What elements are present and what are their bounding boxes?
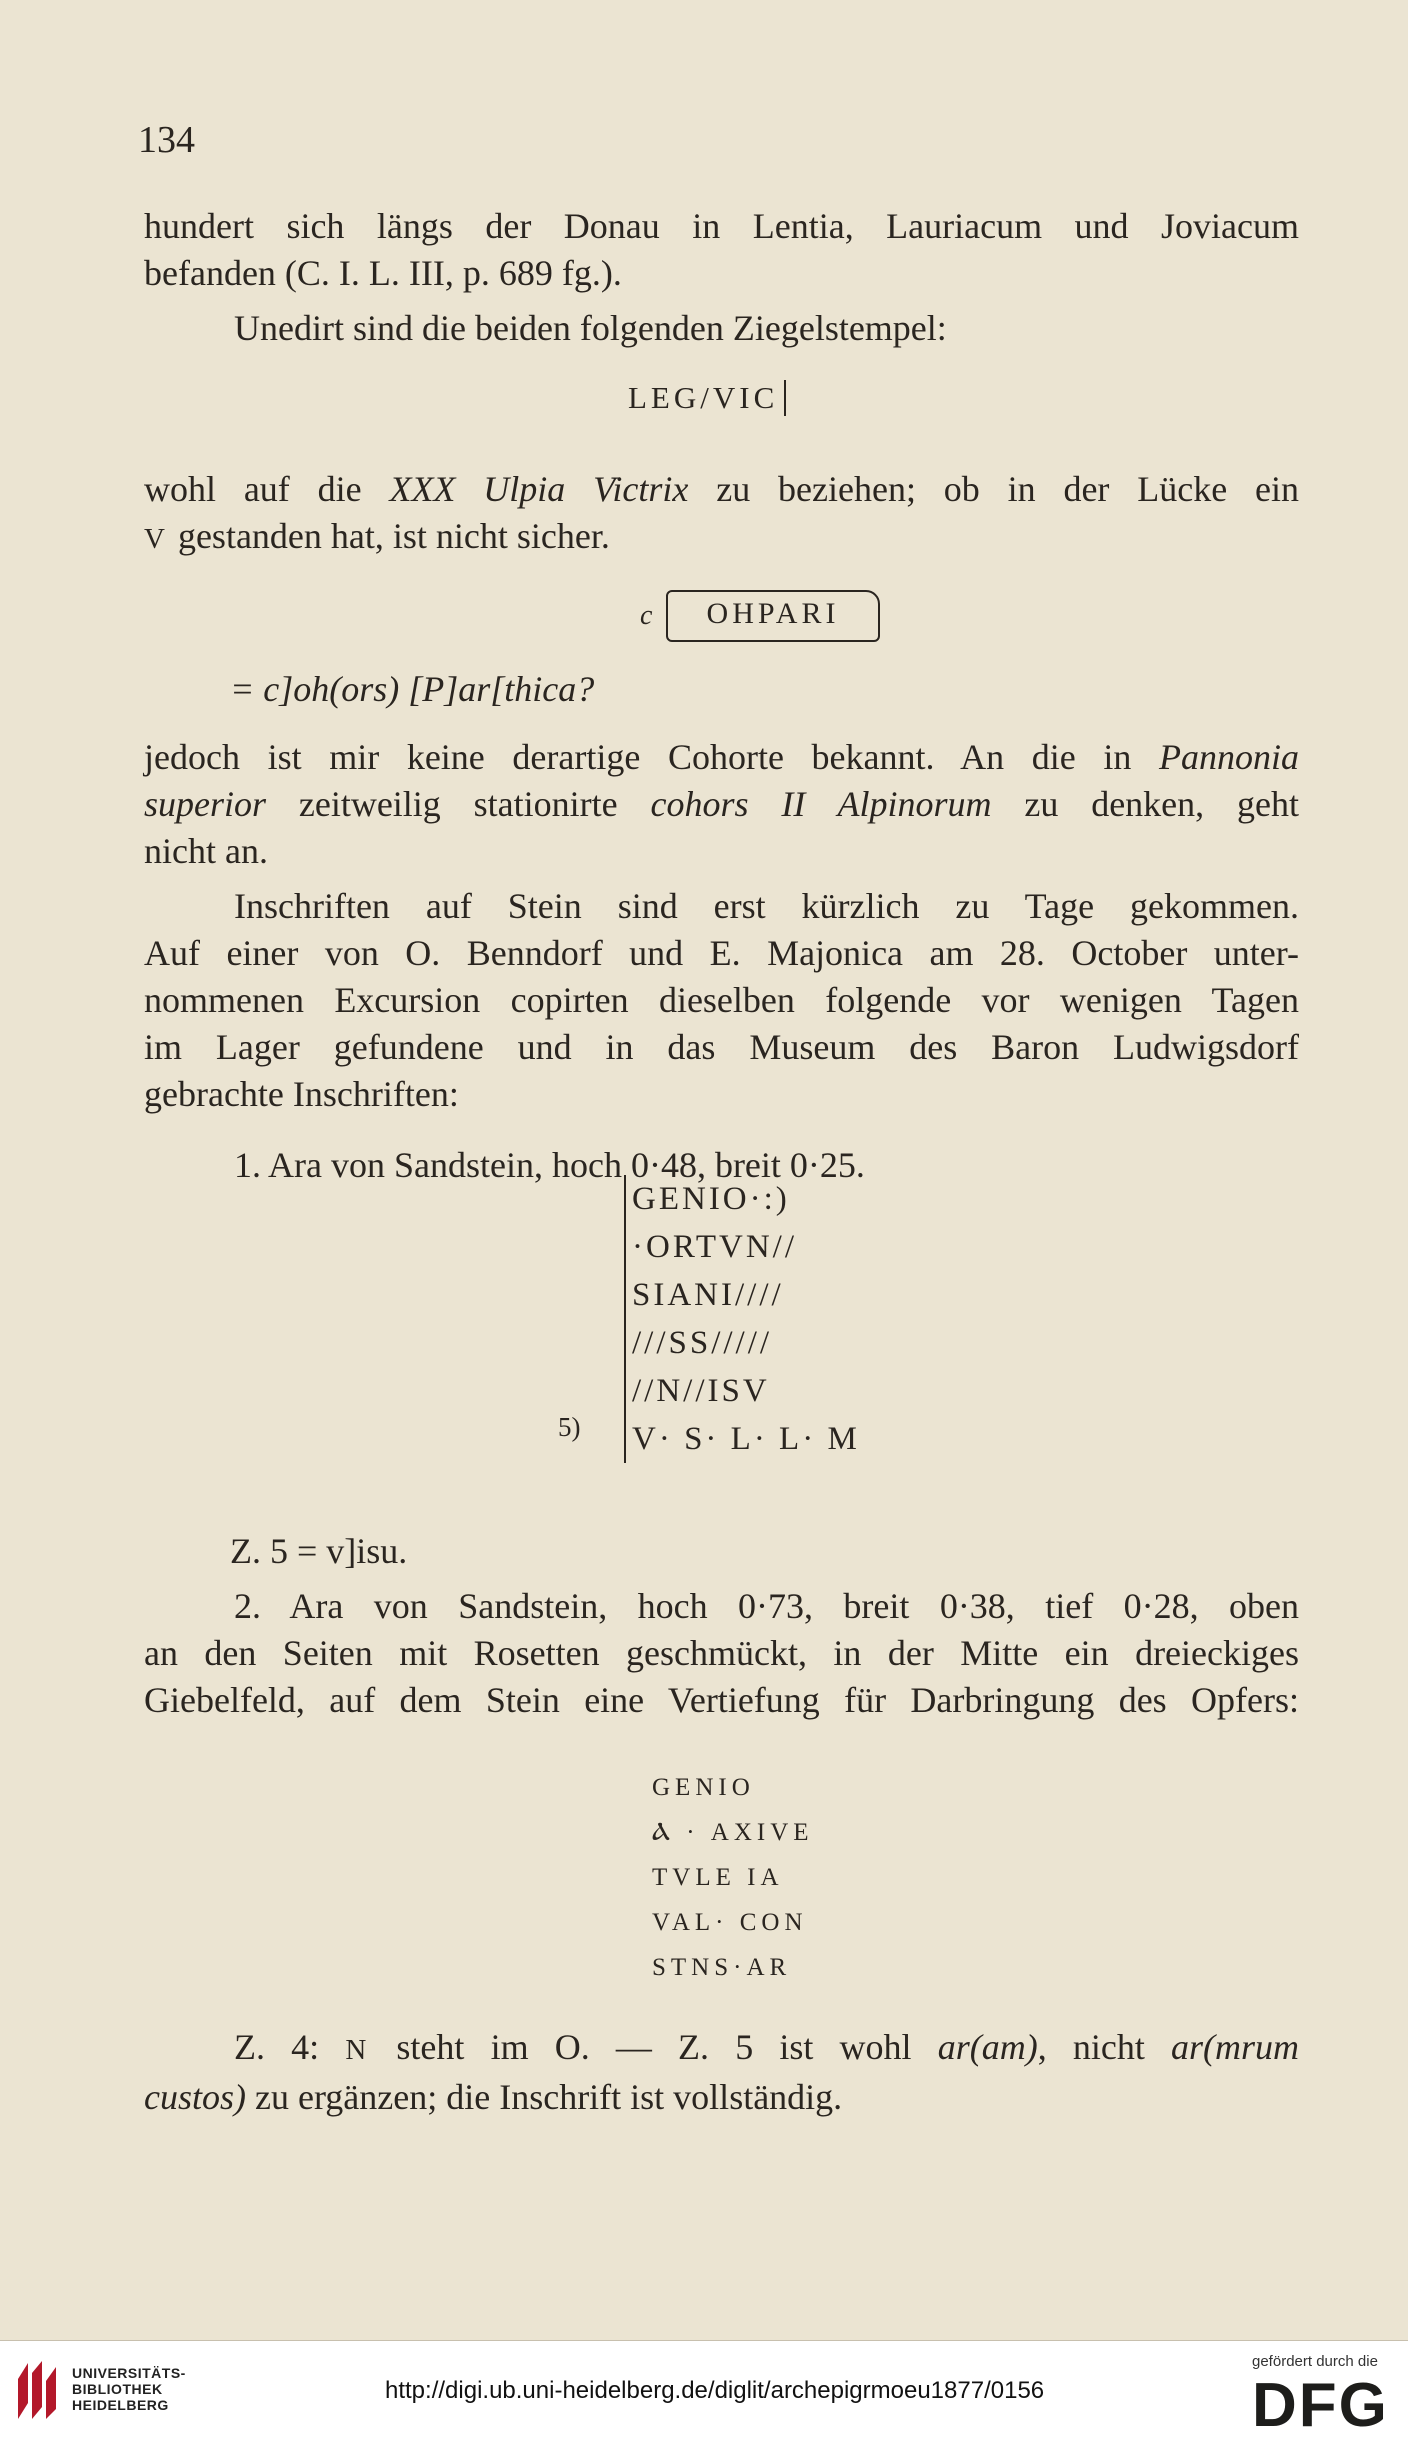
- inscription-line: STNS·AR: [652, 1954, 792, 1981]
- dfg-logo: DFG: [1252, 2371, 1389, 2440]
- inscription-line: V· S· L· L· M: [632, 1421, 860, 1457]
- text-line: 1. Ara von Sandstein, hoch 0·48, breit 0·25.: [234, 1145, 865, 1185]
- text-line: Inschriften auf Stein sind erst kürzlich zu Tage gekommen.: [234, 886, 1299, 926]
- note-z4: [144, 2024, 1299, 2121]
- note-z5: Z. 5 = v]isu.: [230, 1531, 408, 1571]
- text-line: 2. Ara von Sandstein, hoch 0·73, breit 0·38, tief 0·28, oben: [234, 1586, 1299, 1626]
- permalink[interactable]: http://digi.ub.uni-heidelberg.de/diglit/archepigrmoeu1877/0156: [385, 2377, 1045, 2404]
- text-line: an den Seiten mit Rosetten geschmückt, in der Mitte ein dreieckiges: [144, 1633, 1299, 1673]
- text-line: hundert sich längs der Donau in Lentia, Lauriacum und Joviacum: [144, 206, 1299, 246]
- inscription-line: VAL· CON: [652, 1909, 808, 1936]
- text-line: custos) zu ergänzen; die Inschrift ist vollständig.: [144, 2077, 843, 2117]
- text-line: Z. 4: N steht im O. — Z. 5 ist wohl ar(am), nicht ar(mrum: [234, 2027, 1300, 2067]
- paragraph-3: [144, 466, 1299, 563]
- inscription-line: TVLE IA: [652, 1864, 784, 1891]
- text-line: Unedirt sind die beiden folgenden Ziegelstempel:: [234, 308, 947, 348]
- reading-cohort: = c]oh(ors) [P]ar[thica?: [230, 669, 595, 709]
- inscription-line: GENIO: [652, 1774, 755, 1801]
- tile-stamp-1: LEG/VIC: [628, 380, 786, 416]
- paragraph-5: [144, 883, 1299, 1118]
- funding-note: gefördert durch die: [1252, 2353, 1378, 2370]
- inscription-2: [652, 1765, 814, 1990]
- text-line: Auf einer von O. Benndorf und E. Majonica am 28. October unter-: [144, 933, 1299, 973]
- text-line: nicht an.: [144, 831, 268, 871]
- text-line: nommenen Excursion copirten dieselben folgende vor wenigen Tagen: [144, 980, 1299, 1020]
- inscription-line-number: 5): [558, 1412, 581, 1442]
- inscription-line: ///SS/////: [632, 1325, 773, 1361]
- inscription-line: ·ORTVN//: [632, 1229, 798, 1265]
- inscription-line: //N//ISV: [632, 1373, 770, 1409]
- text-line: wohl auf die XXX Ulpia Victrix zu beziehen; ob in der Lücke ein: [144, 469, 1300, 509]
- footer: [0, 2341, 1408, 2454]
- text-line: Giebelfeld, auf dem Stein eine Vertiefung für Darbringung des Opfers:: [144, 1680, 1299, 1720]
- text-line: befanden (C. I. L. III, p. 689 fg.).: [144, 253, 622, 293]
- paragraph-2: [144, 305, 1299, 352]
- paragraph-4: [144, 734, 1299, 875]
- inscription-line: Ⲁ · AXIVE: [652, 1819, 814, 1846]
- inscription-line: SIANI////: [632, 1277, 784, 1313]
- text-line: gebrachte Inschriften:: [144, 1074, 459, 1114]
- tile-stamp-2: OHPARI: [666, 590, 880, 642]
- library-name: UNIVERSITÄTS- BIBLIOTHEK HEIDELBERG: [72, 2365, 186, 2413]
- text-line: im Lager gefundene und in das Museum des Baron Ludwigsdorf: [144, 1027, 1299, 1067]
- text-line: jedoch ist mir keine derartige Cohorte bekannt. An die in Pannonia: [144, 737, 1299, 777]
- item-2: [144, 1583, 1299, 1724]
- text-line: V gestanden hat, ist nicht sicher.: [144, 516, 610, 556]
- library-logo-icon: [14, 2359, 60, 2421]
- paragraph-1: [144, 203, 1299, 297]
- tile-stamp-2-prefix: c: [640, 600, 653, 631]
- page-number: 134: [138, 119, 195, 161]
- inscription-1: [624, 1175, 860, 1463]
- text-line: superior zeitweilig stationirte cohors II Alpinorum zu denken, geht: [144, 784, 1299, 824]
- inscription-line: GENIO·:): [632, 1181, 790, 1217]
